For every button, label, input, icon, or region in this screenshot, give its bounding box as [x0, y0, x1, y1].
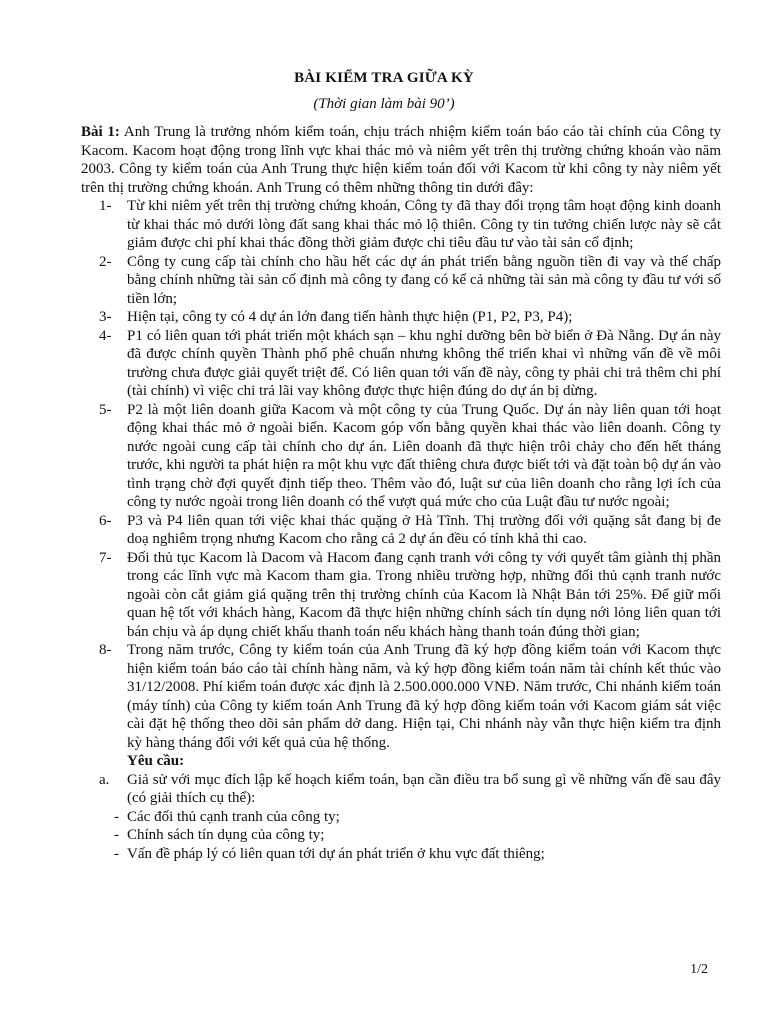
intro-paragraph — [81, 123, 721, 197]
list-item — [81, 327, 721, 401]
time-limit-subtitle: (Thời gian làm bài 90’) — [313, 96, 455, 112]
item-text: P1 có liên quan tới phát triển một khách sạn – khu nghỉ dưỡng bên bờ biển ở Đà Nẵng. Dự án này đã được chính quyền Thành phố phê chuẩn nhưng không thể triển khai vì những vấn đề về môi trường chưa được giải quyết triệt để. Có liên quan tới vấn đề này, công ty phải chi trả thêm chi phí (tài chính) vì việc chi trả lãi vay không được thực hiện đúng do dự án bị dừng. — [127, 327, 721, 399]
bullet-text: Các đối thủ cạnh tranh của công ty; — [127, 808, 340, 825]
item-text: Công ty cung cấp tài chính cho hầu hết các dự án phát triển bằng nguồn tiền đi vay và thế chấp bằng chính những tài sản cố định mà công ty đang có kể cả những tài sản mà công ty đầu tư với số tiền lớn; — [127, 253, 721, 307]
info-list — [81, 197, 721, 752]
item-number: 3- — [99, 309, 112, 325]
bullet-item — [81, 808, 721, 827]
page-title: BÀI KIỂM TRA GIỮA KỲ — [294, 70, 474, 86]
requirement-text: Giả sử với mục đích lập kế hoạch kiểm toán, bạn cần điều tra bổ sung gì về những vấn đề sau đây (có giải thích cụ thể): — [127, 771, 721, 806]
dash-mark: - — [114, 827, 119, 843]
bullet-text: Vấn đề pháp lý có liên quan tới dự án phát triển ở khu vực đất thiêng; — [127, 845, 545, 862]
list-item — [81, 641, 721, 752]
exercise-label: Bài 1: — [81, 124, 120, 140]
item-text: Từ khi niêm yết trên thị trường chứng khoán, Công ty đã thay đổi trọng tâm hoạt động kinh doanh từ khai thác mỏ dưới lòng đất sang khai thác mỏ lộ thiên. Công ty tin tưởng chiến lược này sẽ cắt giảm được chi phí khai thác đồng thời giảm được chi tiêu đầu tư vào tài sản cố định; — [127, 198, 721, 251]
list-item — [81, 512, 721, 549]
requirement-a — [81, 771, 721, 808]
list-item — [81, 549, 721, 642]
item-text: Trong năm trước, Công ty kiểm toán của Anh Trung đã ký hợp đồng kiểm toán với Kacom thực hiện kiểm toán báo cáo tài chính hàng năm, và ký hợp đồng kiểm toán năm tài chính kết thúc vào 31/12/2008. Phí kiểm toán được xác định là 2.500.000.000 VNĐ. Năm trước, Chi nhánh kiểm toán (máy tính) của Công ty kiểm toán Anh Trung đã ký hợp đồng kiểm toán với Kacom giám sát việc cài đặt hệ thống theo dõi sản phẩm dở dang. Hiện tại, Chi nhánh này vẫn thực hiện kiểm tra định kỳ hàng tháng đối với kết quả của hệ thống. — [127, 642, 721, 751]
bullet-item — [81, 826, 721, 845]
requirement-bullets — [81, 808, 721, 864]
exercise-body — [81, 123, 721, 863]
requirements-heading: Yêu cầu: — [127, 753, 185, 769]
item-number: 8- — [99, 642, 112, 658]
item-number: 6- — [99, 512, 112, 529]
dash-mark: - — [114, 808, 119, 825]
intro-text: Anh Trung là trưởng nhóm kiểm toán, chịu trách nhiệm kiểm toán báo cáo tài chính của Công ty Kacom. Kacom hoạt động trong lĩnh vực khai thác mỏ và niêm yết trên thị trường chứng khoán vào năm 2003. Công ty kiểm toán của Anh Trung thực hiện kiểm toán đối với Kacom từ khi công ty này niêm yết trên thị trường chứng khoán. Anh Trung có thêm những thông tin dưới đây: — [81, 124, 721, 196]
list-item — [81, 253, 721, 309]
item-text: P2 là một liên doanh giữa Kacom và một công ty của Trung Quốc. Dự án này liên quan tới hoạt động khai thác mỏ ở ngoài biển. Kacom góp vốn bằng quyền khai thác vào liên doanh. Công ty nước ngoài cung cấp tài chính cho dự án. Liên doanh đã thực hiện trôi chảy cho đến hết tháng trước, khi người ta phát hiện ra một khu vực đất thiêng chưa được biết tới và đặt toàn bộ dự án vào tình trạng chờ đợi quyết định tiếp theo. Thêm vào đó, luật sư của liên doanh cho rằng lợi ích của công ty nước ngoài trong liên doanh có thể vượt quá mức cho của Luật đầu tư nước ngoài; — [127, 401, 721, 510]
item-number: 5- — [99, 401, 112, 418]
list-item — [81, 401, 721, 512]
bullet-text: Chính sách tín dụng của công ty; — [127, 827, 325, 843]
bullet-item — [81, 845, 721, 864]
item-text: Đối thủ tục Kacom là Dacom và Hacom đang cạnh tranh với công ty với quyết tâm giành thị phần trong các lĩnh vực mà Kacom tham gia. Trong nhiều trường hợp, những đối thủ cạnh tranh nước ngoài còn cắt giảm giá quặng trên thị trường chính của Kacom là Nhật Bản tới 25%. Để giữ mối quan hệ tốt với khách hàng, Kacom đã thực hiện những chính sách tín dụng nới lỏng liên quan tới bán chịu và áp dụng chiết khấu thanh toán nếu khách hàng thanh toán đúng thời gian; — [127, 549, 721, 640]
item-text: Hiện tại, công ty có 4 dự án lớn đang tiến hành thực hiện (P1, P2, P3, P4); — [127, 309, 573, 325]
page-number: 1/2 — [690, 962, 708, 977]
list-item — [81, 308, 721, 327]
item-number: 4- — [99, 327, 112, 344]
dash-mark: - — [114, 845, 119, 862]
item-text: P3 và P4 liên quan tới việc khai thác quặng ở Hà Tĩnh. Thị trường đối với quặng sắt đang bị đe doạ nghiêm trọng nhưng Kacom cho rằng cả 2 dự án đều có tính khả thi cao. — [127, 512, 721, 547]
item-number: 1- — [99, 198, 112, 214]
requirement-letter: a. — [99, 771, 110, 788]
list-item — [81, 197, 721, 253]
item-number: 2- — [99, 253, 112, 270]
item-number: 7- — [99, 549, 112, 566]
